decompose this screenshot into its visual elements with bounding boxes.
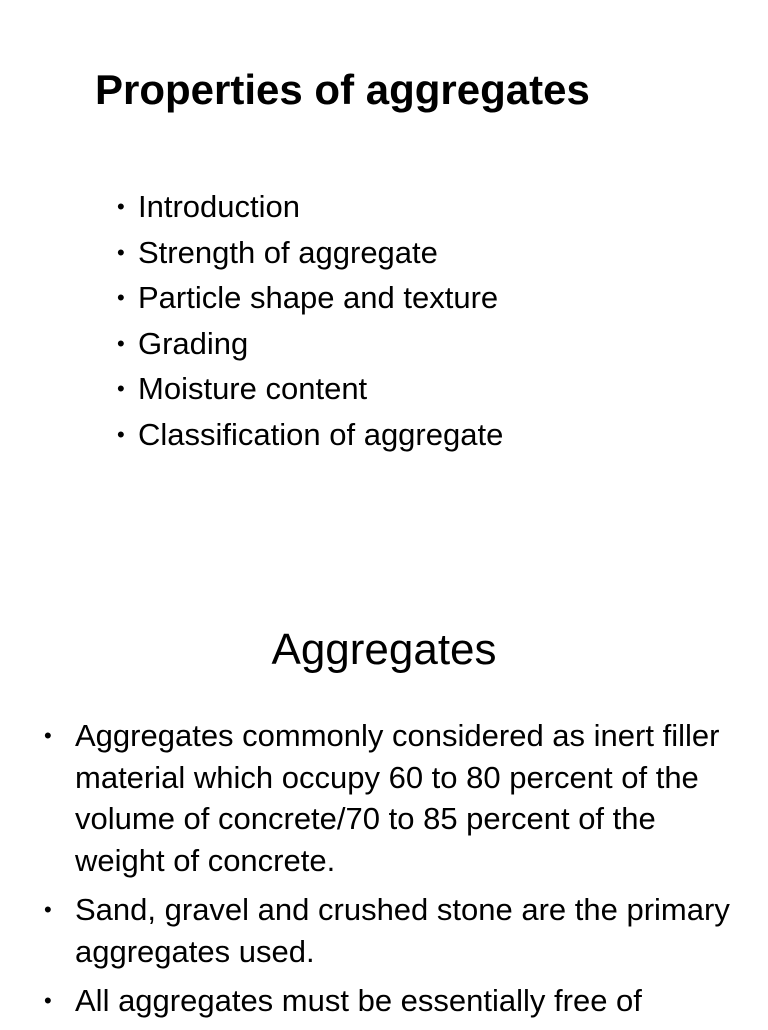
list-item-text: Particle shape and texture [138, 280, 499, 315]
bullet-icon: • [44, 988, 52, 1013]
list-item [117, 321, 503, 367]
list-item [117, 412, 503, 458]
list-item-text: Aggregates commonly considered as inert filler material which occupy 60 to 80 percent of the volume of concrete/70 to 85 percent of the weight of concrete. [75, 718, 720, 878]
topic-list [117, 184, 503, 457]
list-item [44, 980, 734, 1022]
bullet-icon: • [117, 285, 125, 310]
bullet-icon: • [117, 239, 125, 265]
list-item [117, 184, 503, 230]
list-item-text: Classification of aggregate [138, 416, 504, 452]
list-item [117, 366, 503, 412]
list-item-text: Introduction [138, 189, 300, 224]
list-item [117, 230, 503, 276]
bullet-icon: • [117, 376, 125, 401]
list-item-text: All aggregates must be essentially free of [75, 983, 642, 1018]
bullet-icon: • [117, 421, 125, 447]
slide-title: Aggregates [271, 625, 497, 674]
slide-aggregates [0, 560, 768, 1024]
bullet-icon: • [117, 194, 125, 219]
list-item-text: Grading [138, 325, 249, 361]
bullet-icon: • [117, 330, 125, 356]
content-list [44, 715, 734, 1030]
bullet-icon: • [44, 723, 52, 748]
bullet-icon: • [44, 897, 52, 922]
list-item-text: Sand, gravel and crushed stone are the primary aggregates used. [75, 892, 730, 969]
list-item [44, 889, 734, 972]
list-item [117, 275, 503, 321]
slide-title: Properties of aggregates [95, 66, 590, 113]
list-item [44, 715, 734, 881]
list-item-text: Strength of aggregate [138, 234, 438, 270]
list-item-text: Moisture content [138, 371, 368, 406]
